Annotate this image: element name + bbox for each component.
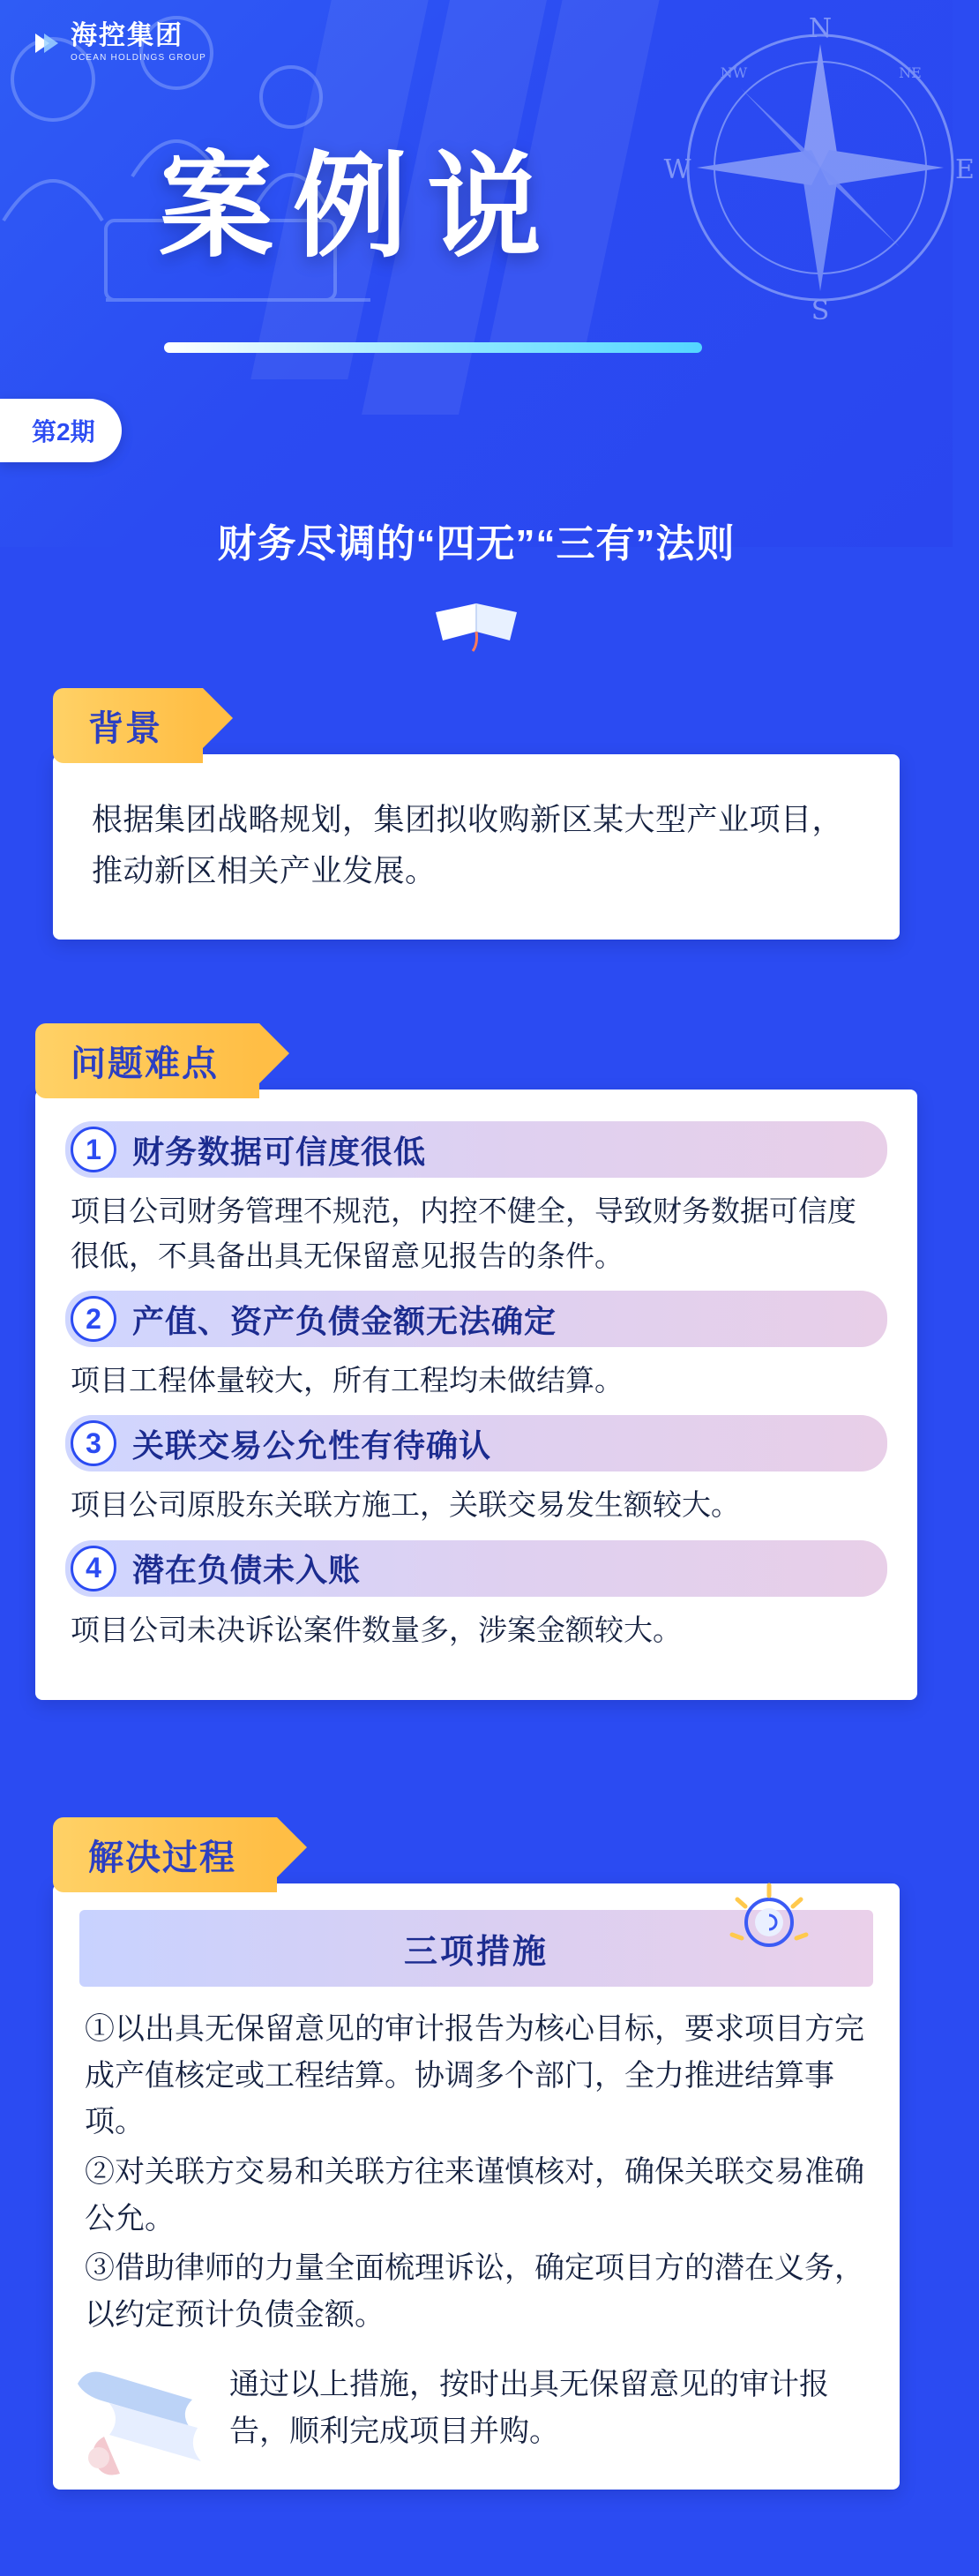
brand-name-cn: 海控集团 bbox=[71, 21, 183, 50]
measure-text: ③借助律师的力量全面梳理诉讼，确定项目方的潜在义务，以约定预计负债金额。 bbox=[85, 2251, 864, 2333]
brand-name-en: OCEAN HOLDINGS GROUP bbox=[71, 53, 207, 63]
open-book-icon bbox=[423, 582, 529, 653]
solution-section bbox=[53, 1817, 900, 2490]
svg-text:E: E bbox=[955, 154, 975, 185]
problems-card bbox=[35, 1090, 917, 1700]
problem-title: 关联交易公允性有待确认 bbox=[132, 1427, 492, 1464]
problem-title: 财务数据可信度很低 bbox=[132, 1133, 427, 1170]
problem-header bbox=[65, 1415, 887, 1471]
page-title: 案例说 bbox=[159, 139, 562, 273]
idea-bulb-icon bbox=[727, 1880, 811, 1965]
list-item bbox=[65, 1415, 887, 1527]
list-item bbox=[65, 1121, 887, 1278]
background-tab-label: 背景 bbox=[53, 688, 203, 763]
measures-banner-title: 三项措施 bbox=[403, 1934, 549, 1971]
problems-section bbox=[35, 1023, 917, 1700]
svg-text:NE: NE bbox=[899, 64, 922, 81]
problem-number: 1 bbox=[71, 1127, 116, 1172]
list-item bbox=[65, 1540, 887, 1652]
solution-card bbox=[53, 1883, 900, 2490]
issue-badge: 第2期 bbox=[0, 399, 122, 462]
problem-title: 产值、资产负债金额无法确定 bbox=[132, 1302, 557, 1339]
solution-conclusion: 通过以上措施，按时出具无保留意见的审计报告，顺利完成项目并购。 bbox=[229, 2367, 829, 2448]
problem-body: 项目公司财务管理不规范，内控不健全，导致财务数据可信度很低，不具备出具无保留意见报告的条件。 bbox=[71, 1194, 856, 1273]
background-text: 根据集团战略规划，集团拟收购新区某大型产业项目，推动新区相关产业发展。 bbox=[92, 803, 844, 888]
problem-body: 项目公司未决诉讼案件数量多，涉案金额较大。 bbox=[71, 1613, 682, 1646]
list-item bbox=[65, 1291, 887, 1403]
svg-text:W: W bbox=[663, 154, 691, 185]
title-underline bbox=[164, 342, 702, 353]
compass-rose-icon bbox=[661, 9, 979, 326]
solution-tab-label: 解决过程 bbox=[53, 1817, 277, 1892]
problem-body: 项目工程体量较大，所有工程均未做结算。 bbox=[71, 1364, 624, 1397]
problem-body: 项目公司原股东关联方施工，关联交易发生额较大。 bbox=[71, 1488, 740, 1522]
problem-header bbox=[65, 1291, 887, 1347]
problems-tab-label: 问题难点 bbox=[35, 1023, 259, 1098]
scroll-document-icon bbox=[69, 2348, 228, 2481]
background-section bbox=[53, 688, 900, 940]
problem-title: 潜在负债未入账 bbox=[132, 1552, 362, 1589]
svg-text:S: S bbox=[811, 296, 830, 326]
chevron-logo-icon bbox=[32, 28, 62, 58]
brand-logo[interactable] bbox=[32, 23, 206, 63]
measure-text: ①以出具无保留意见的审计报告为核心目标，要求项目方完成产值核定或工程结算。协调多个部门，全力推进结算事项。 bbox=[85, 2012, 864, 2139]
problem-number: 2 bbox=[71, 1296, 116, 1342]
page-subtitle: 财务尽调的“四无”“三有”法则 bbox=[217, 522, 736, 565]
problem-number: 3 bbox=[71, 1420, 116, 1466]
measure-text: ②对关联方交易和关联方往来谨慎核对，确保关联交易准确公允。 bbox=[85, 2155, 864, 2235]
svg-text:NW: NW bbox=[720, 64, 748, 81]
background-card bbox=[53, 754, 900, 940]
page-header bbox=[0, 0, 975, 565]
svg-text:N: N bbox=[808, 13, 833, 44]
problem-header bbox=[65, 1540, 887, 1597]
problem-number: 4 bbox=[71, 1546, 116, 1591]
problem-header bbox=[65, 1121, 887, 1178]
measures-banner bbox=[79, 1910, 873, 1987]
